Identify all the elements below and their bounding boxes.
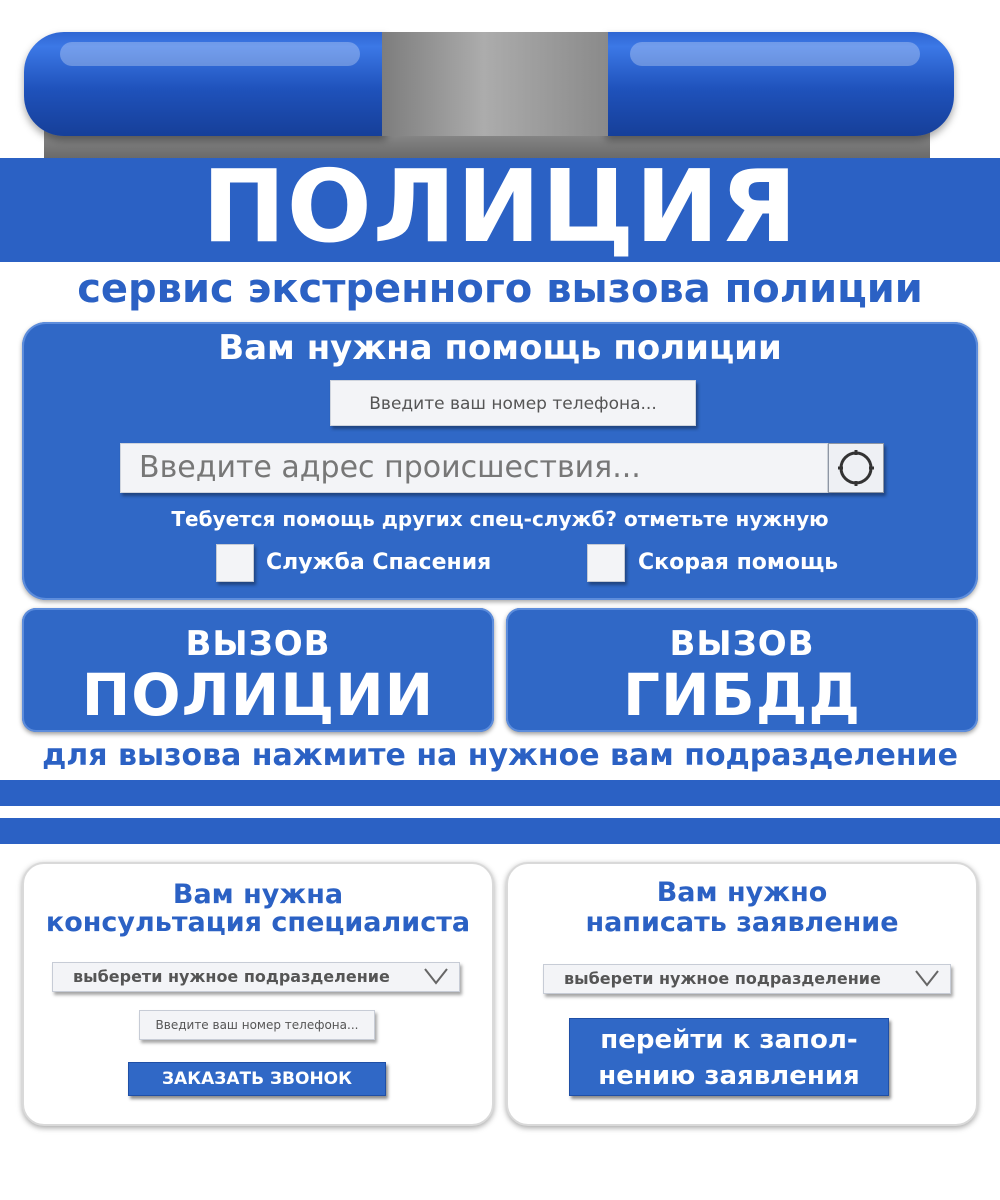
call-police-button[interactable] [22, 608, 494, 732]
call-hint: для вызова нажмите на нужное вам подразделение [42, 738, 958, 773]
address-input[interactable]: Введите адрес происшествия... [120, 443, 828, 493]
page-title: ПОЛИЦИЯ [202, 148, 798, 265]
page-subtitle: сервис экстренного вызова полиции [77, 266, 923, 312]
target-icon [829, 444, 883, 492]
siren-center [382, 32, 608, 136]
phone-input[interactable]: Введите ваш номер телефона... [330, 380, 696, 426]
statement-title-line1: Вам нужно [656, 877, 828, 908]
locate-button[interactable] [828, 443, 884, 493]
ambulance-label: Скорая помощь [638, 550, 839, 575]
statement-department-select[interactable] [543, 964, 951, 994]
ambulance-checkbox[interactable] [587, 544, 625, 582]
chevron-down-icon [423, 965, 449, 987]
siren-gloss-right [630, 42, 920, 66]
rescue-service-checkbox[interactable] [216, 544, 254, 582]
divider-stripe-bottom [0, 818, 1000, 844]
order-call-button[interactable]: ЗАКАЗАТЬ ЗВОНОК [128, 1062, 386, 1096]
consultation-phone-input[interactable]: Введите ваш номер телефона... [139, 1010, 375, 1040]
rescue-service-label: Служба Спасения [266, 550, 492, 575]
call-police-main: ПОЛИЦИИ [81, 661, 435, 729]
other-services-text: Тебуется помощь других спец-служб? отметьте нужную [171, 507, 829, 531]
fill-statement-line1: перейти к запол- [600, 1025, 858, 1055]
call-traffic-police-button[interactable] [506, 608, 978, 732]
fill-statement-line2: нению заявления [598, 1061, 860, 1091]
statement-title-line2: написать заявление [585, 907, 899, 938]
siren-gloss-left [60, 42, 360, 66]
consultation-title-line1: Вам нужна [172, 879, 344, 910]
chevron-down-icon [914, 967, 940, 989]
consultation-select-label: выберети нужное подразделение [73, 967, 390, 986]
consultation-department-select[interactable] [52, 962, 460, 992]
fill-statement-button[interactable] [569, 1018, 889, 1096]
consultation-title-line2: консультация специалиста [45, 907, 471, 938]
divider-stripe-top [0, 780, 1000, 806]
emergency-title: Вам нужна помощь полиции [218, 328, 782, 368]
call-police-top: ВЫЗОВ [185, 624, 331, 664]
statement-select-label: выберети нужное подразделение [564, 969, 881, 988]
call-traffic-top: ВЫЗОВ [669, 624, 815, 664]
call-traffic-main: ГИБДД [622, 661, 862, 729]
